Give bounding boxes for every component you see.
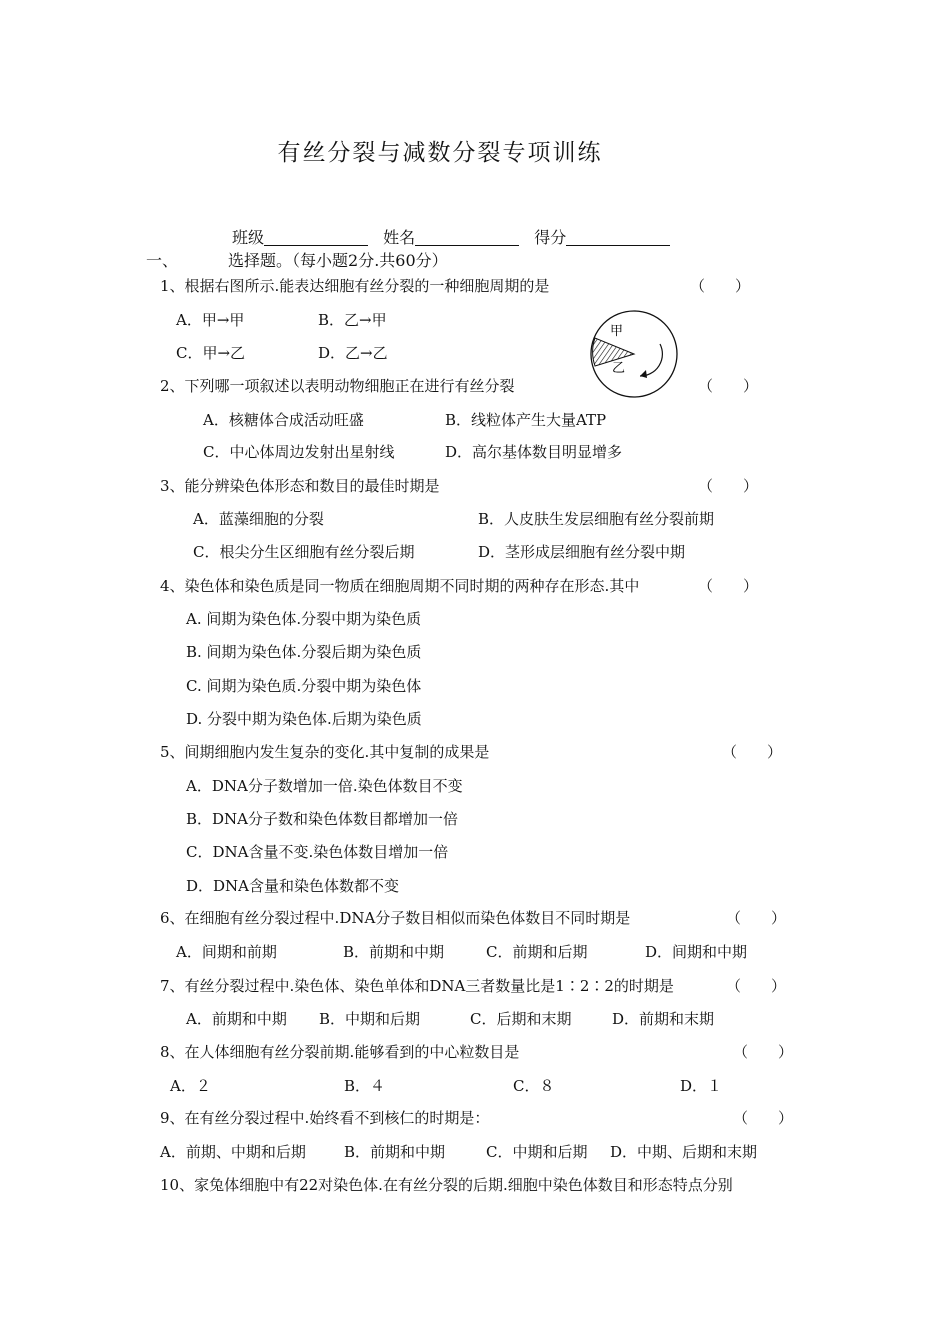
answer-paren[interactable]: （ ） xyxy=(733,1109,794,1127)
option[interactable]: D．乙→乙 xyxy=(318,344,388,362)
answer-paren[interactable]: （ ） xyxy=(726,977,787,995)
question-3-stem: 3、能分辨染色体形态和数目的最佳时期是 xyxy=(160,477,440,495)
figure-label-top: 甲 xyxy=(610,324,624,339)
question-2-stem: 2、下列哪一项叙述以表明动物细胞正在进行有丝分裂 xyxy=(160,377,515,395)
question-1-stem: 1、根据右图所示.能表达细胞有丝分裂的一种细胞周期的是 xyxy=(160,277,550,295)
option[interactable]: D．１ xyxy=(680,1077,723,1095)
answer-paren[interactable]: （ ） xyxy=(690,277,751,295)
option[interactable]: A．DNA分子数增加一倍.染色体数目不变 xyxy=(186,777,463,795)
page-title: 有丝分裂与减数分裂专项训练 xyxy=(277,140,603,166)
option[interactable]: D. 分裂中期为染色体.后期为染色质 xyxy=(186,710,422,728)
option[interactable]: C．前期和后期 xyxy=(486,943,588,961)
option[interactable]: C．８ xyxy=(513,1077,555,1095)
option[interactable]: D．茎形成层细胞有丝分裂中期 xyxy=(478,543,686,561)
answer-paren[interactable]: （ ） xyxy=(698,577,759,595)
question-9-stem: 9、在有丝分裂过程中.始终看不到核仁的时期是： xyxy=(160,1109,490,1127)
question-5-stem: 5、间期细胞内发生复杂的变化.其中复制的成果是 xyxy=(160,743,490,761)
section-title: 选择题。（每小题2分.共60分） xyxy=(228,251,448,270)
question-7-stem: 7、有丝分裂过程中.染色体、染色单体和DNA三者数量比是1∶2∶2的时期是 xyxy=(160,977,674,995)
answer-paren[interactable]: （ ） xyxy=(722,743,783,761)
option[interactable]: B．前期和中期 xyxy=(344,1143,446,1161)
answer-paren[interactable]: （ ） xyxy=(698,377,759,395)
option[interactable]: C．中期和后期 xyxy=(486,1143,588,1161)
option[interactable]: B．DNA分子数和染色体数目都增加一倍 xyxy=(186,810,459,828)
option[interactable]: D．间期和中期 xyxy=(645,943,748,961)
answer-paren[interactable]: （ ） xyxy=(698,477,759,495)
option[interactable]: C．后期和末期 xyxy=(470,1010,572,1028)
question-10-stem: 10、家兔体细胞中有22对染色体.在有丝分裂的后期.细胞中染色体数目和形态特点分别 xyxy=(160,1176,733,1194)
option[interactable]: D．前期和末期 xyxy=(612,1010,715,1028)
name-label: 姓名 xyxy=(383,228,416,247)
option[interactable]: A．２ xyxy=(170,1077,211,1095)
option[interactable]: B．中期和后期 xyxy=(319,1010,421,1028)
option[interactable]: A. 间期为染色体.分裂中期为染色质 xyxy=(186,610,422,628)
figure-label-bottom: 乙 xyxy=(612,361,626,376)
option[interactable]: C. 间期为染色质.分裂中期为染色体 xyxy=(186,677,422,695)
option[interactable]: D．DNA含量和染色体数都不变 xyxy=(186,877,400,895)
option[interactable]: B．线粒体产生大量ATP xyxy=(445,411,607,429)
class-label: 班级 xyxy=(232,228,265,247)
option[interactable]: A．前期和中期 xyxy=(186,1010,287,1028)
option[interactable]: A．间期和前期 xyxy=(176,943,277,961)
option[interactable]: C．根尖分生区细胞有丝分裂后期 xyxy=(193,543,415,561)
cell-cycle-diagram xyxy=(588,310,682,398)
option[interactable]: A．蓝藻细胞的分裂 xyxy=(193,510,324,528)
answer-paren[interactable]: （ ） xyxy=(726,909,787,927)
answer-paren[interactable]: （ ） xyxy=(733,1043,794,1061)
option[interactable]: C．DNA含量不变.染色体数目增加一倍 xyxy=(186,843,449,861)
question-6-stem: 6、在细胞有丝分裂过程中.DNA分子数目相似而染色体数目不同时期是 xyxy=(160,909,631,927)
option[interactable]: B. 间期为染色体.分裂后期为染色质 xyxy=(186,643,422,661)
question-4-stem: 4、染色体和染色质是同一物质在细胞周期不同时期的两种存在形态.其中 xyxy=(160,577,640,595)
option[interactable]: A．甲→甲 xyxy=(176,311,245,329)
option[interactable]: A．核糖体合成活动旺盛 xyxy=(203,411,364,429)
section-heading xyxy=(146,251,448,271)
section-number: 一、 xyxy=(146,251,179,270)
option[interactable]: B．前期和中期 xyxy=(343,943,445,961)
student-info-row xyxy=(232,228,680,248)
option[interactable]: C．甲→乙 xyxy=(176,344,246,362)
score-blank[interactable] xyxy=(566,229,670,246)
question-8-stem: 8、在人体细胞有丝分裂前期.能够看到的中心粒数目是 xyxy=(160,1043,520,1061)
class-blank[interactable] xyxy=(264,229,368,246)
option[interactable]: D．高尔基体数目明显增多 xyxy=(445,443,623,461)
option[interactable]: B．４ xyxy=(344,1077,386,1095)
option[interactable]: C．中心体周边发射出星射线 xyxy=(203,443,395,461)
option[interactable]: B．人皮肤生发层细胞有丝分裂前期 xyxy=(478,510,715,528)
score-label: 得分 xyxy=(534,228,567,247)
name-blank[interactable] xyxy=(415,229,519,246)
option[interactable]: A．前期、中期和后期 xyxy=(160,1143,306,1161)
option[interactable]: D．中期、后期和末期 xyxy=(610,1143,758,1161)
option[interactable]: B．乙→甲 xyxy=(318,311,387,329)
